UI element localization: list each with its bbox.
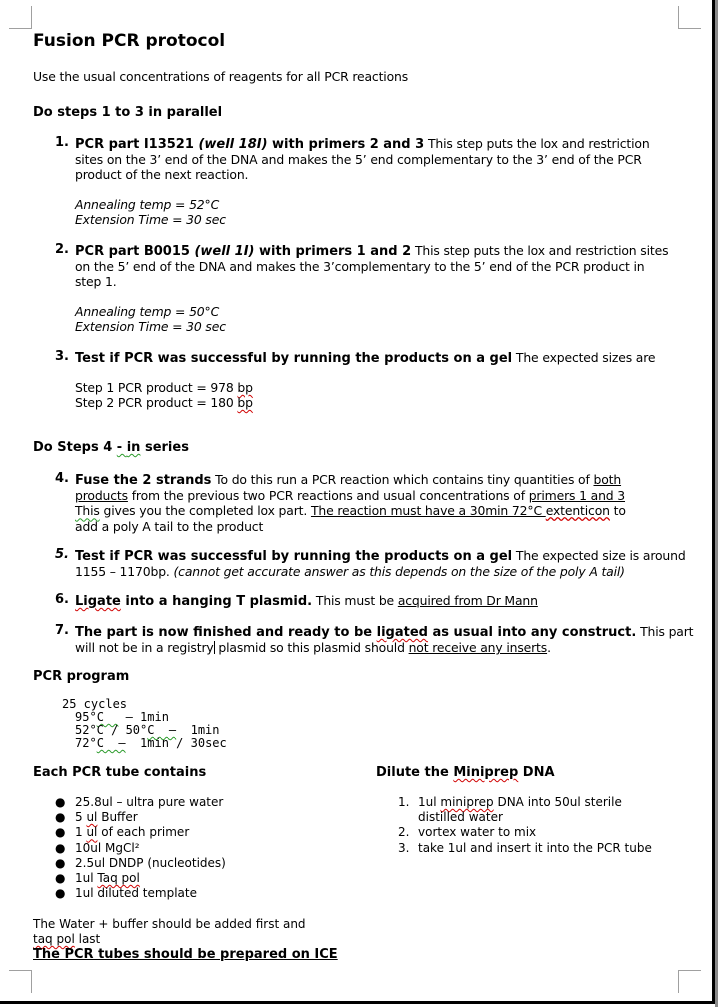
annealing-temp: Annealing temp = 52°C bbox=[75, 197, 220, 212]
extension-time: Extension Time = 30 sec bbox=[75, 212, 226, 228]
tube-contents-list bbox=[55, 795, 226, 901]
step-number: 4. bbox=[55, 471, 69, 486]
list-item: 1. 1ul miniprep DNA into 50ul sterile bbox=[398, 795, 622, 809]
list-item: 2. vortex water to mix bbox=[398, 825, 537, 840]
extension-time: Extension Time = 30 sec bbox=[75, 319, 226, 335]
list-item: ● 25.8ul – ultra pure water bbox=[55, 795, 224, 809]
step-5-text: Test if PCR was successful by running the products on a gel The expected size is around 1155 – 1170bp. (cannot get accurate answer as this depends on the size of the poly A tail) bbox=[75, 548, 686, 580]
step-4-text: Fuse the 2 strands To do this run a PCR reaction which contains tiny quantities of both products from the previous two PCR reactions and usual concentrations of primers 1 and 3 This gives you the completed lox part. The reaction must have a 30min 72°C extenticon to add a poly A tail to the product bbox=[75, 472, 626, 534]
step-number: 2. bbox=[55, 242, 69, 257]
bullet-icon: ● bbox=[55, 855, 66, 870]
list-item: ● 1 ul of each primer bbox=[55, 825, 190, 840]
step-1-text: PCR part I13521 (well 18I) with primers 2 and 3 This step puts the lox and restriction sites on the 3’ end of the DNA and makes the 5’ end complementary to the 3’ end of the PCR product of the next reaction. bbox=[75, 136, 650, 183]
list-item: ● 5 ul Buffer bbox=[55, 810, 138, 825]
pcr-program-step: 95°C – 1min bbox=[75, 710, 169, 724]
tube-contents-heading: Each PCR tube contains bbox=[33, 765, 207, 780]
step-number: 1. bbox=[55, 135, 69, 150]
pcr-program-step: 52°C / 50°C – 1min bbox=[75, 723, 220, 737]
section-heading-series: Do Steps 4 - in series bbox=[33, 440, 189, 455]
step-7-text: The part is now finished and ready to be ligated as usual into any construct. This part will not be in a registry plasmid so this plasmid should not receive any inserts. bbox=[75, 624, 694, 656]
document-title: Fusion PCR protocol bbox=[33, 31, 226, 51]
step-6-text: Ligate into a hanging T plasmid. This must be acquired from Dr Mann bbox=[75, 593, 538, 609]
step-2-text: PCR part B0015 (well 1I) with primers 1 and 2 This step puts the lox and restriction sites on the 5’ end of the DNA and makes the 3’complementary to the 5’ end of the PCR product in step 1. bbox=[75, 243, 669, 290]
ice-warning: The PCR tubes should be prepared on ICE bbox=[33, 947, 338, 963]
step-number: 3. bbox=[55, 349, 69, 364]
bullet-icon: ● bbox=[55, 871, 66, 886]
margin-corner-bottom-right bbox=[678, 970, 701, 993]
dilute-steps-list: 1. 1ul miniprep DNA into 50ul sterile distilled water 2. vortex water to mix 3. take 1ul and insert it into the PCR tube bbox=[398, 795, 652, 855]
step-2-params bbox=[75, 304, 226, 334]
bullet-icon: ● bbox=[55, 810, 66, 825]
list-item: 3. take 1ul and insert it into the PCR tube bbox=[398, 840, 652, 855]
section-heading-parallel: Do steps 1 to 3 in parallel bbox=[33, 105, 223, 120]
dilute-heading: Dilute the Miniprep DNA bbox=[376, 765, 555, 780]
margin-corner-top-left bbox=[9, 6, 32, 29]
tube-note: The Water + buffer should be added first and taq pol last The PCR tubes should be prepared on ICE bbox=[33, 917, 338, 963]
bullet-icon: ● bbox=[55, 886, 66, 901]
bullet-icon: ● bbox=[55, 825, 66, 840]
pcr-program-step: 72°C – 1min / 30sec bbox=[75, 736, 227, 750]
margin-corner-top-right bbox=[678, 6, 701, 29]
step-1-params bbox=[75, 197, 226, 227]
bullet-icon: ● bbox=[55, 840, 66, 855]
bullet-icon: ● bbox=[55, 795, 66, 809]
step-number: 7. bbox=[55, 623, 69, 638]
list-item: ● 1ul Taq pol bbox=[55, 871, 140, 886]
annealing-temp: Annealing temp = 50°C bbox=[75, 304, 220, 319]
list-item: ● 1ul diluted template bbox=[55, 886, 197, 901]
intro-text: Use the usual concentrations of reagents for all PCR reactions bbox=[33, 69, 409, 84]
pcr-program-heading: PCR program bbox=[33, 669, 130, 684]
list-item: ● 10ul MgCl² bbox=[55, 840, 140, 855]
size-step-2: Step 2 PCR product = 180 bp bbox=[75, 395, 253, 411]
step-number: 5. bbox=[55, 547, 69, 562]
step-number: 6. bbox=[55, 592, 69, 607]
pcr-program-cycles: 25 cycles bbox=[62, 697, 128, 711]
margin-corner-bottom-left bbox=[9, 970, 32, 993]
list-item: ● 2.5ul DNDP (nucleotides) bbox=[55, 855, 226, 870]
size-step-1: Step 1 PCR product = 978 bp bbox=[75, 380, 253, 395]
step-3-text: Test if PCR was successful by running the products on a gel The expected sizes are bbox=[75, 350, 656, 366]
expected-sizes bbox=[75, 380, 253, 410]
